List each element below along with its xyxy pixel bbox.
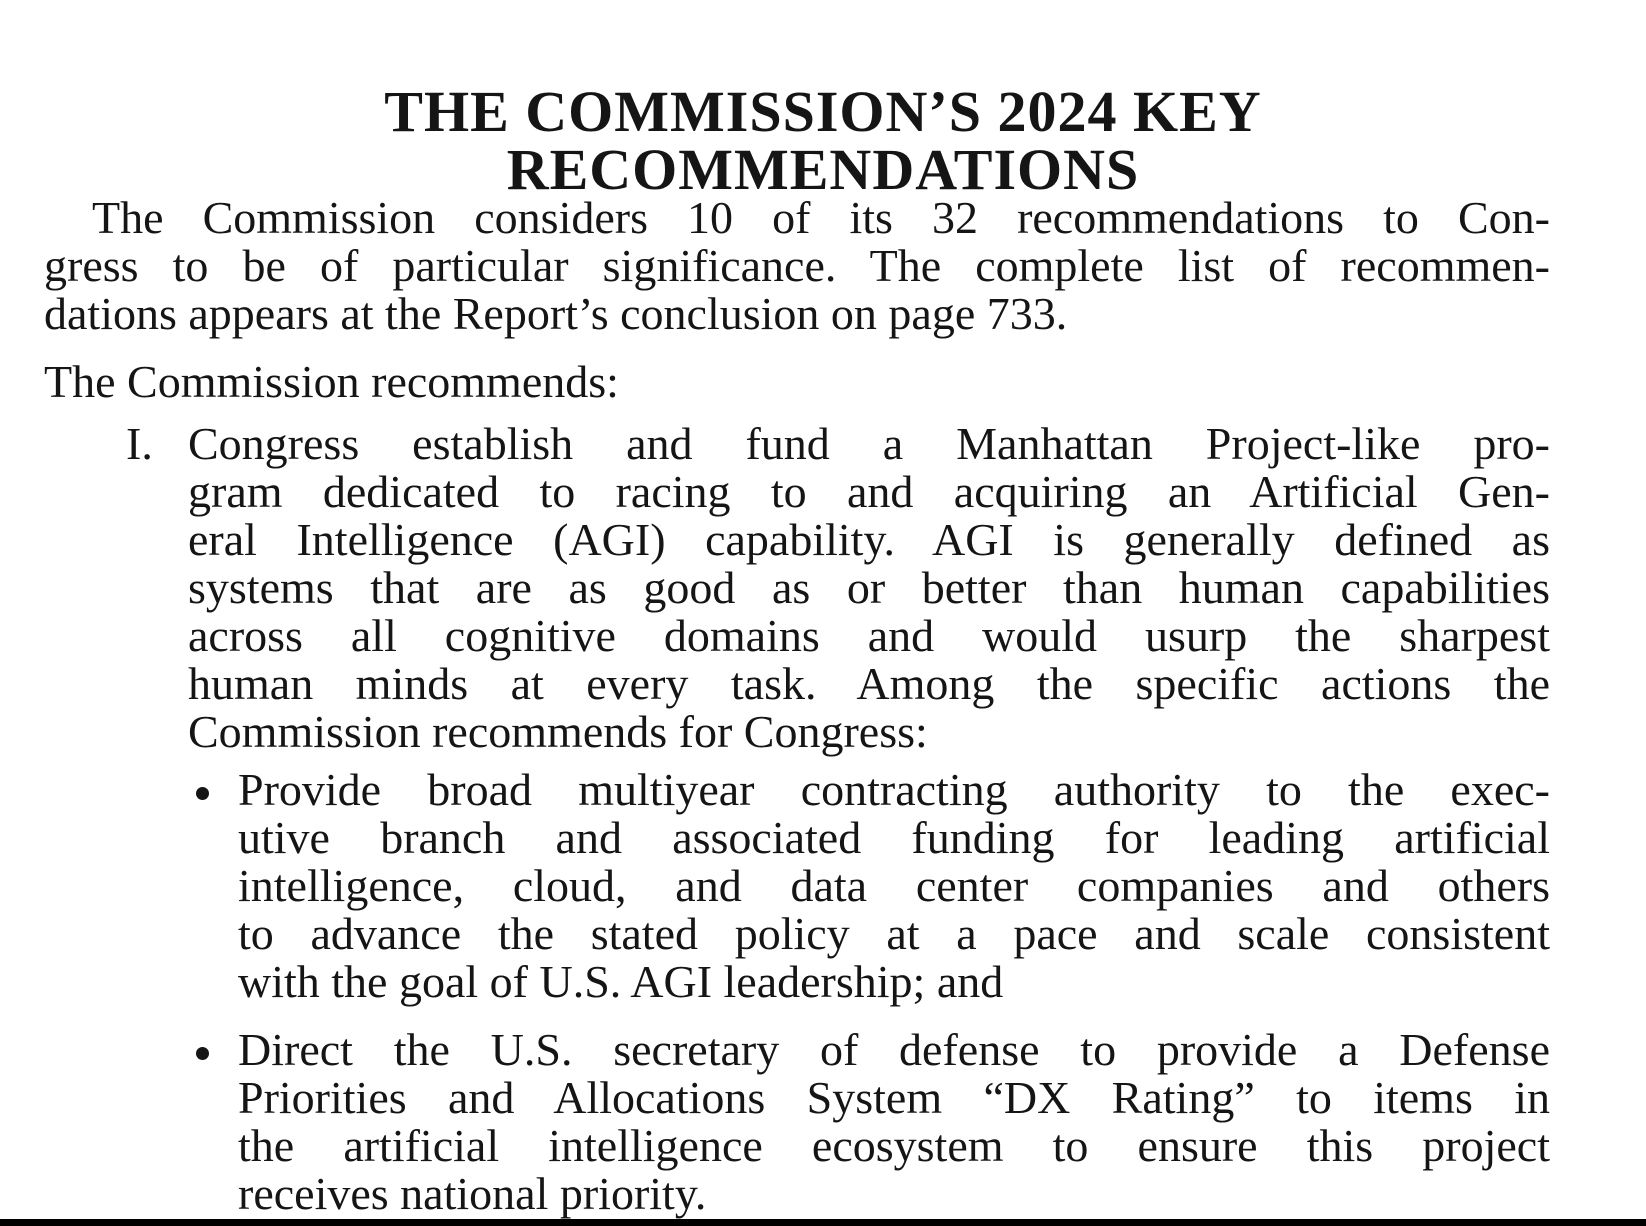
title-line: THE COMMISSION’S 2024 KEY xyxy=(384,78,1262,144)
lead-sentence xyxy=(44,358,619,406)
recommendation-number: I. xyxy=(126,418,153,469)
bullet-icon xyxy=(196,1047,209,1060)
bullet-line: to advance the stated policy at a pace and scale consistent xyxy=(238,908,1550,959)
title-line: RECOMMENDATIONS xyxy=(506,136,1140,202)
intro-line: The Commission considers 10 of its 32 recommendations to Con- xyxy=(92,192,1550,243)
bullet-item xyxy=(238,766,1550,1006)
bullet-icon xyxy=(196,787,209,800)
recommendation-line: systems that are as good as or better than human capabilities xyxy=(188,562,1550,613)
recommendation-text xyxy=(188,420,1550,756)
bullet-line: utive branch and associated funding for leading artificial xyxy=(238,812,1550,863)
recommendation-line: eral Intelligence (AGI) capability. AGI is generally defined as xyxy=(188,514,1550,565)
recommendation-line: human minds at every task. Among the specific actions the xyxy=(188,658,1550,709)
intro-line: dations appears at the Report’s conclusion on page 733. xyxy=(44,288,1068,339)
recommendation-line: Congress establish and fund a Manhattan Project-like pro- xyxy=(188,418,1550,469)
intro-paragraph xyxy=(44,194,1550,338)
lead-text: The Commission recommends: xyxy=(44,356,619,407)
bullet-line: with the goal of U.S. AGI leadership; and xyxy=(238,956,1004,1007)
bullet-line: receives national priority. xyxy=(238,1168,707,1219)
bottom-edge-bar xyxy=(0,1219,1646,1226)
bullet-item xyxy=(238,1026,1550,1218)
page-title xyxy=(0,78,1646,202)
bullet-line: intelligence, cloud, and data center companies and others xyxy=(238,860,1550,911)
recommendation-line: Commission recommends for Congress: xyxy=(188,706,928,757)
recommendation-line: gram dedicated to racing to and acquiring an Artificial Gen- xyxy=(188,466,1550,517)
recommendation-line: across all cognitive domains and would usurp the sharpest xyxy=(188,610,1550,661)
bullet-line: Provide broad multiyear contracting authority to the exec- xyxy=(238,764,1550,815)
intro-line: gress to be of particular significance. The complete list of recommen- xyxy=(44,240,1550,291)
bullet-line: Direct the U.S. secretary of defense to provide a Defense xyxy=(238,1024,1550,1075)
bullet-line: Priorities and Allocations System “DX Rating” to items in xyxy=(238,1072,1550,1123)
bullet-line: the artificial intelligence ecosystem to ensure this project xyxy=(238,1120,1550,1171)
